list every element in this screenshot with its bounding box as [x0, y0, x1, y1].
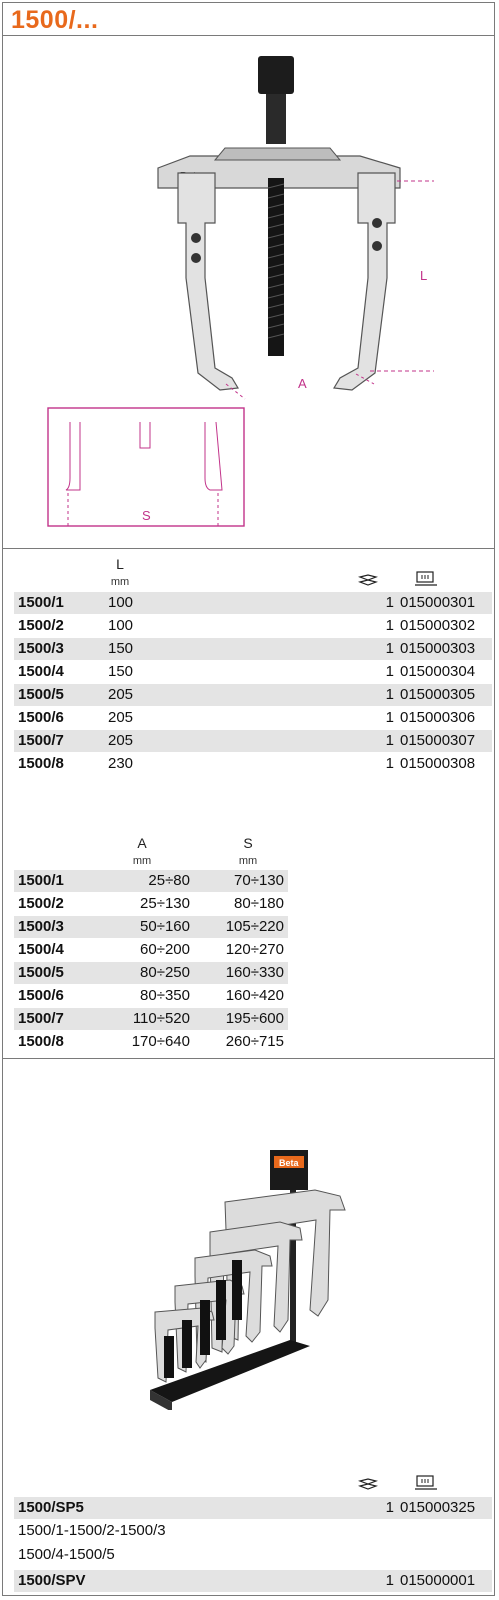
title-bar — [2, 2, 495, 36]
row-L: 205 — [108, 732, 134, 749]
col-S-header: S — [243, 835, 253, 851]
item-code: 1500/SP5 — [18, 1499, 84, 1516]
row-L: 100 — [108, 594, 134, 611]
row-code: 1500/4 — [18, 663, 64, 680]
row-code: 1500/7 — [18, 732, 64, 749]
row-A: 80÷250 — [140, 964, 190, 981]
row-article: 015000302 — [400, 617, 476, 634]
pack-qty-icon — [358, 1478, 378, 1497]
row-S: 195÷600 — [225, 1010, 284, 1027]
table-row — [14, 753, 492, 775]
table-row — [14, 916, 288, 938]
puller-set-illustration — [140, 1140, 380, 1410]
row-S: 120÷270 — [225, 941, 284, 958]
label-L: L — [420, 268, 428, 283]
divider — [2, 548, 495, 549]
row-L: 205 — [108, 686, 134, 703]
row-qty: 1 — [385, 732, 394, 749]
col-S-unit: mm — [238, 855, 258, 867]
row-code: 1500/7 — [18, 1010, 64, 1027]
pack-qty-icon — [358, 574, 378, 593]
table-row — [14, 615, 492, 637]
row-article: 015000304 — [400, 663, 476, 680]
row-code: 1500/2 — [18, 895, 64, 912]
table-row — [14, 638, 492, 660]
row-L: 205 — [108, 709, 134, 726]
brand-tag: Beta — [279, 1158, 299, 1168]
row-qty: 1 — [385, 663, 394, 680]
list-item — [14, 1570, 492, 1592]
table-row — [14, 707, 492, 729]
row-code: 1500/1 — [18, 594, 64, 611]
row-code: 1500/3 — [18, 918, 64, 935]
item-detail: 1500/4-1500/5 — [18, 1546, 115, 1563]
row-code: 1500/3 — [18, 640, 64, 657]
row-code: 1500/2 — [18, 617, 64, 634]
row-L: 150 — [108, 663, 134, 680]
table-row — [14, 893, 288, 915]
col-L-header: L — [116, 556, 124, 572]
row-S: 80÷180 — [234, 895, 284, 912]
row-A: 25÷130 — [140, 895, 190, 912]
list-item — [14, 1497, 492, 1519]
row-S: 260÷715 — [225, 1033, 284, 1050]
item-qty: 1 — [385, 1572, 394, 1589]
row-S: 70÷130 — [234, 872, 284, 889]
table-row — [14, 730, 492, 752]
item-qty: 1 — [385, 1499, 394, 1516]
col-L-unit: mm — [110, 576, 130, 588]
row-article: 015000301 — [400, 594, 476, 611]
table-row — [14, 592, 492, 614]
row-article: 015000303 — [400, 640, 476, 657]
row-code: 1500/6 — [18, 709, 64, 726]
row-article: 015000307 — [400, 732, 476, 749]
divider — [2, 1058, 495, 1059]
row-article: 015000305 — [400, 686, 476, 703]
label-S: S — [142, 508, 151, 523]
table-row — [14, 962, 288, 984]
puller-set-drawing — [140, 1140, 380, 1410]
item-code: 1500/SPV — [18, 1572, 86, 1589]
row-A: 50÷160 — [140, 918, 190, 935]
row-qty: 1 — [385, 640, 394, 657]
row-code: 1500/8 — [18, 1033, 64, 1050]
col-A-unit: mm — [132, 855, 152, 867]
row-A: 25÷80 — [148, 872, 190, 889]
row-article: 015000308 — [400, 755, 476, 772]
row-A: 170÷640 — [131, 1033, 190, 1050]
table-row — [14, 684, 492, 706]
row-A: 80÷350 — [140, 987, 190, 1004]
item-article: 015000325 — [400, 1499, 476, 1516]
row-S: 105÷220 — [225, 918, 284, 935]
table-row — [14, 1031, 288, 1053]
table-row — [14, 1008, 288, 1030]
article-code-icon — [414, 570, 438, 593]
row-L: 230 — [108, 755, 134, 772]
item-article: 015000001 — [400, 1572, 476, 1589]
row-qty: 1 — [385, 686, 394, 703]
row-qty: 1 — [385, 755, 394, 772]
col-A-header: A — [137, 835, 147, 851]
row-qty: 1 — [385, 709, 394, 726]
row-article: 015000306 — [400, 709, 476, 726]
row-code: 1500/1 — [18, 872, 64, 889]
row-qty: 1 — [385, 594, 394, 611]
article-code-icon — [414, 1474, 438, 1497]
puller-drawing — [40, 48, 460, 548]
page-title: 1500/... — [11, 6, 99, 34]
table-row — [14, 939, 288, 961]
row-code: 1500/4 — [18, 941, 64, 958]
table-row — [14, 661, 492, 683]
puller-illustration — [40, 48, 460, 548]
row-S: 160÷330 — [225, 964, 284, 981]
row-A: 110÷520 — [132, 1010, 190, 1027]
row-code: 1500/6 — [18, 987, 64, 1004]
row-L: 100 — [108, 617, 134, 634]
row-A: 60÷200 — [140, 941, 190, 958]
label-A: A — [298, 376, 307, 391]
item-detail: 1500/1-1500/2-1500/3 — [18, 1522, 166, 1539]
table-row — [14, 985, 288, 1007]
row-S: 160÷420 — [225, 987, 284, 1004]
row-code: 1500/5 — [18, 964, 64, 981]
row-L: 150 — [108, 640, 134, 657]
row-code: 1500/5 — [18, 686, 64, 703]
row-qty: 1 — [385, 617, 394, 634]
table-row — [14, 870, 288, 892]
row-code: 1500/8 — [18, 755, 64, 772]
